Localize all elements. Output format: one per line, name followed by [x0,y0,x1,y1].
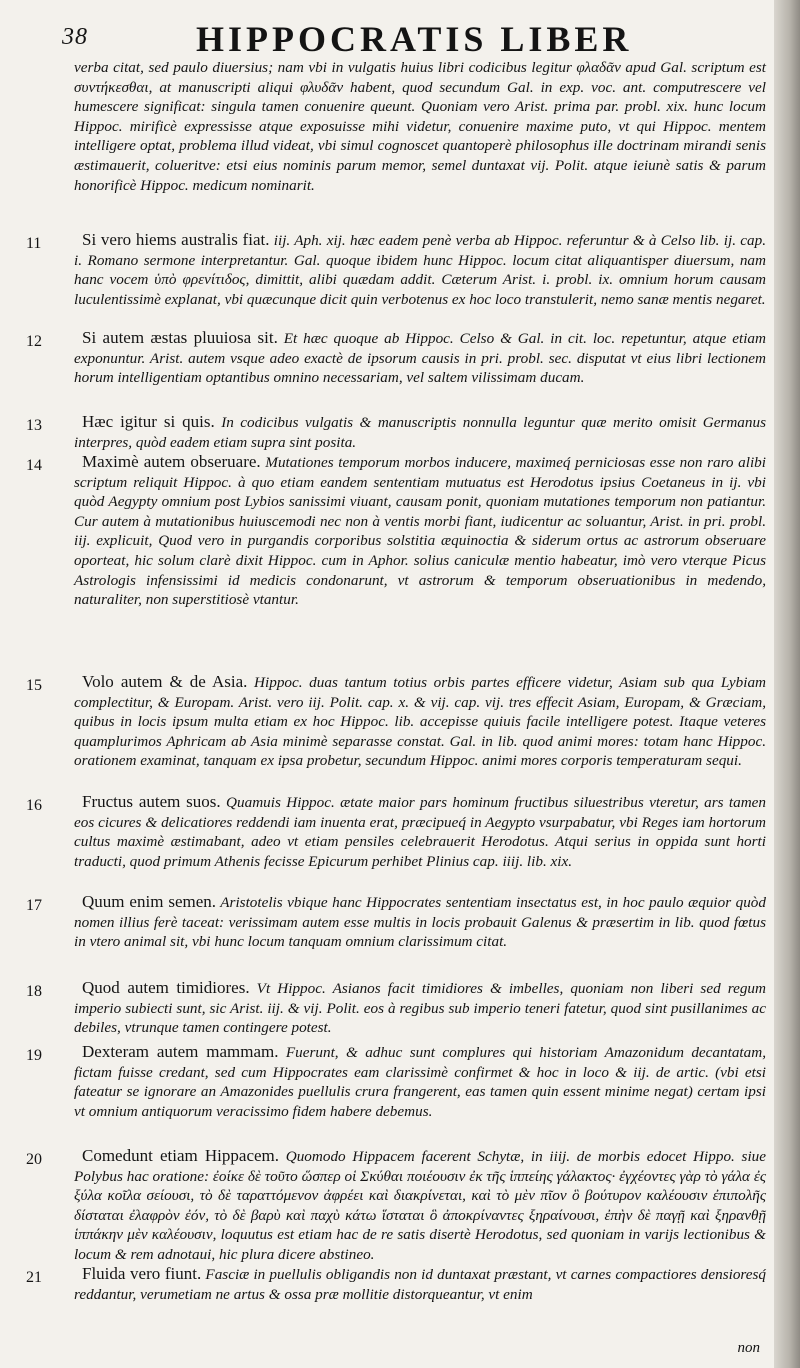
commentary-entry [26,1042,766,1146]
commentary-text [26,58,766,1322]
entry-text: In codicibus vulgatis & manuscriptis nonnulla leguntur quæ merito omisit Germanus interpres, quòd eadem etiam supra sint posita. [74,414,767,451]
entry-text: iij. Aph. xij. hæc eadem penè verba ab Hippoc. referuntur & à Celso lib. ij. cap. i. Romano sermone interpretantur. Gal. quoque ibidem hunc Hippoc. locum citat aliquantisper diuersum, nam hanc vocem ὑπὸ φρενίτιδος, dimittit, alibi quædam addit. Cæterum Arist. i. probl. ix. omnium horum causam luculentissimè explanat, vbi quæcunque dicit quin verbotenus ex hoc loco transtulerit, nemo sanæ mentis negaret. [74,232,766,308]
commentary-entry [26,1264,766,1322]
entry-lemma: Dexteram autem mammam. [82,1042,279,1061]
commentary-entry [26,412,766,452]
page-header [62,14,762,58]
entry-number: 17 [26,897,42,914]
entry-text: Vt Hippoc. Asianos facit timidiores & imbelles, quoniam non liberi sed regum imperio subiecti sunt, sic Arist. iij. & vij. Polit. eos à regibus sub imperio teneri fatetur, quod sint pusillanimes ac debiles, vtrunque tamen contingere potest. [74,980,766,1037]
page-number: 38 [62,24,88,50]
entry-lemma: Si autem æstas pluuiosa sit. [82,328,278,347]
entry-text: Quomodo Hippacem facerent Schytæ, in iiij. de morbis edocet Hippo. siue Polybus hac oratione: ἐοίκε δὲ τοῦτο ὥσπερ οἱ Σκύθαι ποιέουσιν ἐκ τῆς ἱππείης γάλακτος· ἐγχέοντες γὰρ τὸ γάλα ἐς ξύλα κοῖλα σείουσι, τὸ δὲ ταραττόμενον ἀφρέει καὶ διακρίνεται, καὶ τὸ μὲν πῖον ὃ βούτυρον καλέουσιν ἐπιπολῆς δίσταται ἐλαφρὸν ἐόν, τὸ δὲ βαρὺ καὶ παχὺ κάτω ἵσταται ὃ ἀποκρίναντες ξηραίνουσι, ἐπὴν δὲ παγῇ καὶ ξηρανθῇ ἱππάκην μὲν καλέουσιν, loquutus est etiam hac de re satis disertè Herodotus, sed quoniam in varijs lectionibus & locum & rem adnotaui, hic plura dicere abstineo. [74,1148,767,1263]
entry-number: 14 [26,457,42,474]
entry-lemma: Quum enim semen. [82,892,217,911]
entry-text: verba citat, sed paulo diuersius; nam vbi in vulgatis huius libri codicibus legitur φλαδᾶν apud Gal. scriptum est συντήκεσθαι, at manuscripti aliqui φλυδᾶν habent, quod secundum Gal. in exp. voc. ant. computrescere vel humescere significat: singula tamen conuenire queunt. Quoniam vero Arist. prima par. probl. xix. hunc locum Hippoc. mirificè expressisse atque exposuisse mihi videtur, conuenire maxime puto, vt qui Hippoc. mentem intelligere optat, problema illud videat, vbi simul cognoscet quantoperè philosophus ille doctrinam mirandi senis æstimauerit, colueritve: etsi eius nominis parum memor, semel duntaxat vij. Polit. atque ieiunè satis & parum honorificè Hippoc. medicum nominarit. [74,59,766,194]
entry-number: 21 [26,1269,42,1286]
commentary-entry-continued [26,58,766,230]
entry-text: Aristotelis vbique hanc Hippocrates sententiam insectatus est, in hoc paulo æquior quòd nomen illius ferè taceat: verissimam autem esse multis in locis probauit Galenus & præsertim in lib. quod fœtus in vtero animal sit, vbi hunc locum tanquam omnium clarissimum citat. [74,894,766,951]
commentary-entry [26,892,766,978]
catchword: non [737,1340,760,1356]
entry-lemma: Fluida vero fiunt. [82,1264,202,1283]
entry-number: 12 [26,333,42,350]
entry-number: 20 [26,1151,42,1168]
running-title: HIPPOCRATIS LIBER [196,19,633,59]
entry-text: Fasciæ in puellulis obligandis non id duntaxat præstant, vt carnes compactiores densioresq́ reddantur, verumetiam ne artus & ossa præ mollitie distorqueantur, vt enim [74,1266,767,1303]
entry-lemma: Comedunt etiam Hippacem. [82,1146,280,1165]
commentary-entry [26,672,766,792]
entry-text: Et hæc quoque ab Hippoc. Celso & Gal. in cit. loc. repetuntur, atque etiam exponuntur. Arist. autem vsque adeo exactè de ipsorum causis in pri. probl. sec. disputat vt eius libri lectionem horum intelligentiam optantibus omnino necessariam, vel saltem vilissimam ducam. [74,330,766,387]
entry-text: Mutationes temporum morbos inducere, maximeq́ perniciosas esse non raro alibi scriptum reliquit Hippoc. à quo etiam eandem sententiam mutuatus est Herodotus ipsius Coetaneus in ij. vbi quòd Aegypty omnium post Lybios sanissimi viuant, causam ponit, quoniam mutationes temporum non patiantur. Cur autem à mutationibus huiuscemodi nec non à ventis morbi fiant, iudicentur ac soluantur, Arist. in pri. probl. iij. explicuit, Quod vero in purgandis corporibus solstitia æquinoctia & siderum ortus ac astrorum obseruare oporteat, hic solum clarè dixit Hippoc. cum in Aphor. solius caniculæ mentio habeatur, imò vero vterque Picus Astrologis infensissimi id medicis condonarunt, vt astrorum & temporum obseruationibus in medendo, naturaliter, non superstitiosè vtantur. [74,454,766,609]
commentary-entry [26,452,766,672]
entry-number: 15 [26,677,42,694]
entry-lemma: Maximè autem obseruare. [82,452,261,471]
entry-text: Quamuis Hippoc. ætate maior pars hominum fructibus siluestribus vteretur, ars tamen eos cicures & delicatiores reddendi iam inuenta erat, præcipueq́ in Aegypto vsurpabatur, vbi Reges iam hortorum cultus maximè æstimabant, adeo vt etiam pensiles celebrauerit Herodotus. Atqui serius in oppida sunt horti traducti, quod primum Athenis fecisse Epicurum perhibet Plinius cap. iiij. lib. xix. [74,794,767,870]
entry-text: Hippoc. duas tantum totius orbis partes efficere videtur, Asiam sub qua Lybiam complectitur, & Europam. Arist. vero iij. Polit. cap. x. & vij. cap. vij. tres effecit Asiam, Europam, & Græciam, quibus in locis ipsum multa etiam ex hoc Hippoc. lib. accepisse quiuis facile intelligere potest. Itaque veteres quamplurimos Aphricam ab Asia minimè separasse constat. Gal. in lib. quod animi mores: totam hanc Hippoc. orationem examinat, tanquam ex ipsa probetur, secundum Hippoc. animi mores corporis temperaturam sequi. [74,674,767,770]
commentary-entry [26,230,766,328]
entry-text: Fuerunt, & adhuc sunt complures qui historiam Amazonidum decantatam, fictam fuisse credant, sed cum Hippocrates eam clarissimè confirmet & hoc in loco & iij. de artic. (vbi etsi fateatur se ignorare an Amazonides puellulis crura frangerent, eas tamen quin essent minime negat) certam ipsi vt omnium antiquorum veracissimo fidem habere debemus. [74,1044,766,1120]
entry-lemma: Quod autem timidiores. [82,978,250,997]
entry-number: 13 [26,417,42,434]
entry-number: 19 [26,1047,42,1064]
entry-lemma: Hæc igitur si quis. [82,412,215,431]
entry-lemma: Si vero hiems australis fiat. [82,230,270,249]
entry-lemma: Volo autem & de Asia. [82,672,248,691]
commentary-entry [26,1146,766,1264]
commentary-entry [26,792,766,892]
commentary-entry [26,978,766,1042]
commentary-entry [26,328,766,412]
binding-gutter [774,0,800,1368]
entry-number: 11 [26,235,42,252]
entry-number: 18 [26,983,42,1000]
entry-lemma: Fructus autem suos. [82,792,221,811]
entry-number: 16 [26,797,42,814]
